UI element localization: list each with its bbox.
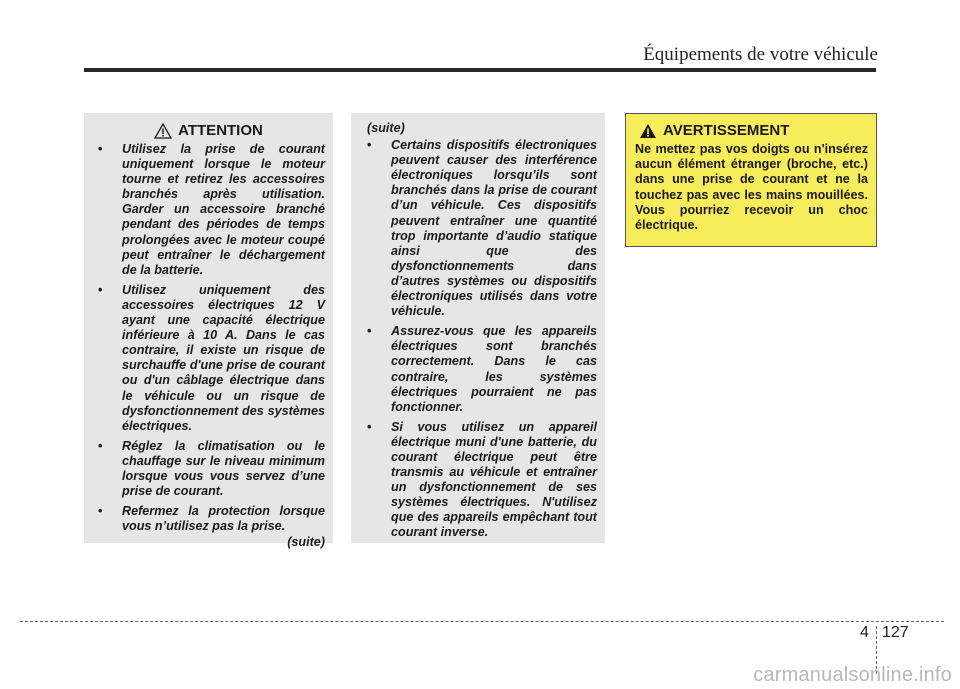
continuation-item: • Si vous utilisez un appareil électrique muni d'une batterie, du courant électrique peut être transmis au véhicule et entraîner un dysfonctionnement de ses systèmes électriques. N'utilisez que des appareils empêchant tout courant inverse. <box>361 420 597 541</box>
warning-panel <box>625 113 877 247</box>
chapter-number: 4 <box>860 624 869 641</box>
page-number: 127 <box>882 624 909 641</box>
continued-label: (suite) <box>287 535 325 550</box>
header-title: Équipements de votre véhicule <box>643 44 878 65</box>
continuation-item: • Certains dispositifs électroniques peuvent causer des interférence électroniques lorsqu’ils sont branchés dans la prise de courant d’un véhicule. Ces dispositifs peuvent entraîner une quantité trop importante d’audio statique ainsi que des dysfonctionnements dans d’autres systèmes ou dispositifs électroniques utilisés dans votre véhicule. <box>361 138 597 319</box>
continuation-label: (suite) <box>367 121 405 135</box>
continuation-list <box>361 138 597 540</box>
attention-item: • Utilisez la prise de courant uniquement lorsque le moteur tourne et retirez les accessoires branchés après utilisation. Garder un accessoire branché pendant des périodes de temps prolongées avec le moteur coupé peut entraîner le déchargement de la batterie. <box>92 142 325 278</box>
attention-item: • Utilisez uniquement des accessoires électriques 12 V ayant une capacité électrique inférieure à 10 A. Dans le cas contraire, il existe un risque de surchauffe d'une prise de courant ou d'un câblage électrique dans le véhicule ou un risque de dysfonctionnement des systèmes électriques. <box>92 283 325 434</box>
attention-title: ATTENTION <box>178 122 263 140</box>
attention-item: • Réglez la climatisation ou le chauffage sur le niveau minimum lorsque vous vous servez d’une prise de courant. <box>92 439 325 499</box>
warning-text: Ne mettez pas vos doigts ou n'insérez aucun élément étranger (broche, etc.) dans une prise de courant et ne la touchez pas avec les mains mouillées. Vous pourriez recevoir un choc électrique. <box>635 142 868 233</box>
warning-heading <box>639 123 868 139</box>
attention-heading <box>92 123 325 139</box>
attention-item: • Refermez la protection lorsque vous n’utilisez pas la prise. <box>92 504 325 534</box>
continuation-panel <box>351 113 605 543</box>
continuation-item: • Assurez-vous que les appareils électriques sont branchés correctement. Dans le cas contraire, les systèmes électriques pourraient ne pas fonctionner. <box>361 324 597 415</box>
watermark: carmanualsonline.info <box>753 664 952 686</box>
attention-list <box>92 142 325 534</box>
footer-rule <box>20 621 944 622</box>
warning-triangle-icon <box>154 123 172 139</box>
warning-triangle-icon <box>639 123 657 139</box>
attention-panel <box>84 113 333 550</box>
header-rule <box>84 68 876 72</box>
warning-title: AVERTISSEMENT <box>663 122 790 140</box>
